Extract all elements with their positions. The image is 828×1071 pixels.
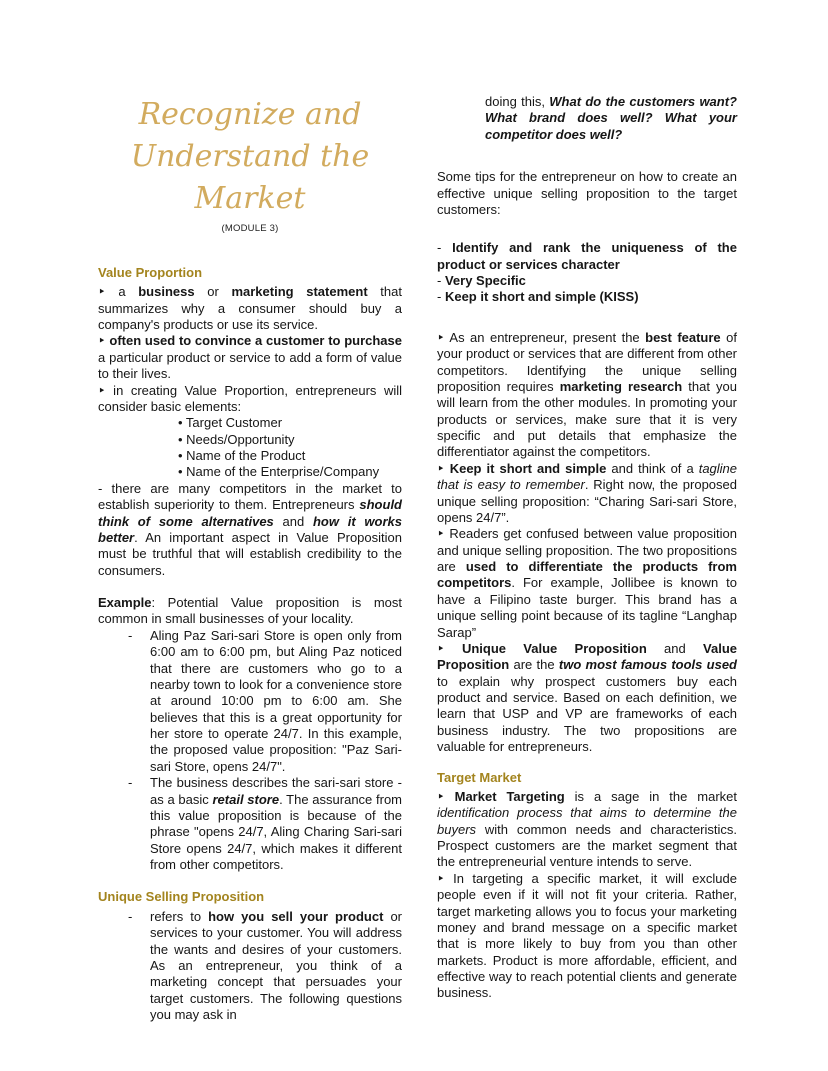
dash-marker: - [128,908,133,924]
paragraph [437,641,737,756]
section-heading [98,889,402,905]
text-run: and [273,513,313,529]
spacer [437,306,737,330]
text-run: Some tips for the entrepreneur on how to create an effective unique selling proposition to the target customers: [437,169,737,217]
text-run: Target Market [437,769,522,785]
text-run: and [646,640,704,656]
paragraph [437,526,737,641]
left-column [98,94,402,1023]
module-subtitle: (MODULE 3) [221,223,279,234]
section-heading [437,770,737,786]
dash-marker: - [128,627,133,643]
list-item-text [150,775,402,873]
text-run: ‣ a [98,284,139,300]
text-run: • Needs/Opportunity [178,431,295,447]
text-run: Market Targeting [454,788,565,804]
title-line-1: Recognize and [138,97,362,132]
text-run: Keep it short and simple [449,460,607,476]
paragraph [98,333,402,382]
paragraph [437,871,737,1002]
bullet-item [98,464,402,480]
text-run: identification process that aims to determine the buyers [437,805,737,837]
text-run: or [194,284,232,300]
text-run: used to differentiate the products from competitors [437,559,737,591]
text-run: Value Proportion [98,264,203,280]
right-column [437,94,737,1023]
text-run: Unique Selling Proposition [98,889,265,905]
text-run: . An important aspect in Value Proposition must be truthful that will establish credibility to the consumers. [98,529,402,578]
text-run: Example [98,595,152,611]
two-column-layout [98,94,828,1023]
text-run: Value Proposition [437,640,737,673]
spacer [437,218,737,240]
spacer [437,756,737,770]
text-run: should think of some alternatives [98,497,402,529]
text-run: ‣ In targeting a specific market, it will exclude people even if it will not fit your criteria. Rather, target marketing allows you to focus your marketing money and brand message on a specific market that is more likely to buy from you than other markets. Product is more affordable, efficient, and effective way to reach potential clients and generate business. [437,870,737,1001]
text-run: • Name of the Product [178,448,306,464]
text-run: : Potential Value proposition is most common in small businesses of your locality. [98,595,402,627]
text-run: that summarizes why a consumer should buy a company's products or use its service. [98,284,402,333]
paragraph [98,284,402,333]
dash-marker: - [128,775,133,791]
paragraph [437,240,737,273]
text-run: doing this, [485,94,550,109]
text-run: . For example, Jollibee is known to have a Filipino taste burger. This brand has a unique selling point because of its tagline “Langhap Sarap” [437,575,737,640]
list-item-text [150,628,402,775]
text-run: of your product or services that are different from other competitors. Identifying the unique selling proposition requires [437,329,737,394]
text-run: ‣ [98,333,110,349]
bullet-item [98,415,402,431]
text-run: • Target Customer [178,415,283,431]
text-run: to explain why prospect customers buy each product and service. Based on each definition, we learn that USP and VP are frameworks of each business industry. The two propositions are valuable for entrepreneurs. [437,673,737,755]
text-run: with common needs and characteristics. Prospect customers are the market segment that the entrepreneurial venture intends to serve. [437,821,737,870]
paragraph [437,789,737,871]
text-run: - [437,240,453,256]
text-run: - there are many competitors in the market to establish superiority to them. Entrepreneurs [98,480,402,513]
module-title-block [98,94,402,235]
text-run: is a sage in the market [564,788,738,804]
paragraph [98,481,402,579]
continuation-paragraph [437,94,737,143]
list-item [98,775,402,873]
text-run: that you will learn from the other modules. In promoting your products or services, make sure that it is very specific and put details that emphasize the differentiator against the competitors. [437,378,738,460]
paragraph [98,383,402,416]
text-run: how it works better [98,513,402,545]
text-run: Aling Paz Sari-sari Store is open only from 6:00 am to 6:00 pm, but Aling Paz noticed that there are customers who go to a nearby town to look for a convenience store at around 10:00 pm to 6:00 am. She believes that this is a great opportunity for her store to operate 24/7. In this example, the proposed value proposition: "Paz Sari-sari Store, opens 24/7". [150,627,402,774]
text-run: are the [509,657,559,673]
text-run: ‣ [437,788,455,804]
text-run: marketing statement [231,284,368,300]
paragraph [437,461,737,527]
text-run: ‣ Readers get confused between value proposition and unique selling proposition. The two propositions are [437,526,737,574]
spacer [98,873,402,889]
list-item [98,628,402,775]
text-run: • Name of the Enterprise/Company [178,464,380,480]
text-run: The business describes the sari-sari store - as a basic [150,775,402,807]
text-run: marketing research [559,378,683,394]
spacer [98,579,402,595]
text-run: ‣ [437,640,462,656]
text-run: often used to convince a customer to purchase [109,333,402,349]
paragraph [437,273,737,289]
paragraph [98,595,402,628]
right-column-blocks [437,94,737,1002]
paragraph [437,169,737,218]
text-run: and think of a [606,460,699,476]
text-run: a particular product or service to add a form of value to their lives. [98,349,402,382]
bullet-item [98,448,402,464]
text-run: ‣ [437,460,450,476]
paragraph [437,289,737,305]
text-run: two most famous tools used [558,657,737,673]
text-run: best feature [645,329,721,345]
text-run: tagline that is easy to remember [437,460,738,493]
left-column-blocks [98,265,402,1024]
text-run: Keep it short and simple (KISS) [444,289,639,305]
text-run: Very Specific [444,273,526,288]
text-run: ‣ As an entrepreneur, present the [437,329,646,345]
text-run: What do the customers want? What brand does well? What your competitor does well? [485,94,737,142]
text-run: . Right now, the proposed unique selling proposition: “Charing Sari-sari Store, opens 24/7”. [437,477,737,525]
text-run: - [437,273,445,288]
text-run: or services to your customer. You will address the wants and desires of your customers. As an entrepreneur, you think of a marketing concept that persuades your target customers. The following questions you may ask in [150,908,402,1023]
title-line-2: Understand the Market [130,139,370,216]
paragraph [437,330,737,461]
spacer [437,143,737,169]
list-item-text [150,909,402,1024]
text-run: - [437,289,445,305]
text-run: business [138,284,195,300]
text-run: Identify and rank the uniqueness of the product or services character [437,240,737,272]
text-run: refers to [150,908,209,924]
list-item [98,909,402,1024]
text-run: how you sell your product [208,908,384,924]
section-heading [98,265,402,281]
text-run: retail store [212,791,280,807]
bullet-item [98,432,402,448]
text-run: . The assurance from this value proposition is because of the phrase "opens 24/7, Aling Charing Sari-sari Store opens 24/7, which makes it different from other competitors. [150,791,402,873]
text-run: ‣ in creating Value Proportion, entrepreneurs will consider basic elements: [98,382,402,414]
text-run: Unique Value Proposition [461,640,647,656]
